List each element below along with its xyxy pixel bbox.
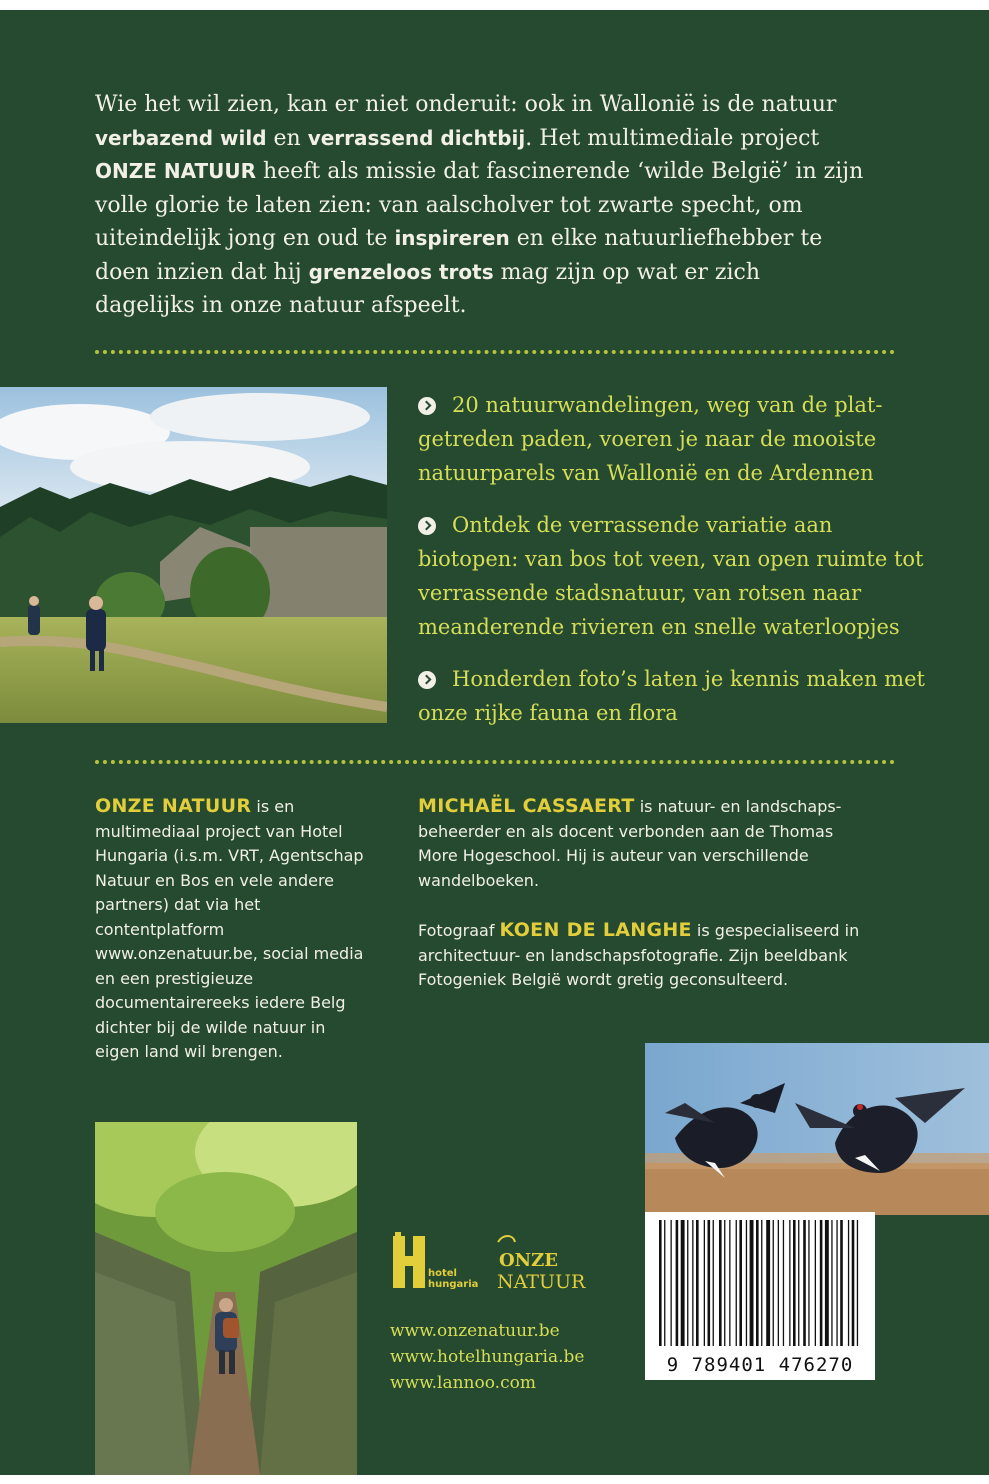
barcode-bar <box>664 1220 665 1346</box>
barcode-bar <box>825 1220 829 1346</box>
dotted-divider <box>95 760 895 764</box>
barcode-bar <box>719 1220 722 1346</box>
barcode-bar <box>761 1220 762 1346</box>
barcode-bar <box>815 1220 816 1346</box>
intro-text: mag zijn op wat er zich dagelijks in onze natuur afspeelt. <box>95 259 761 318</box>
website-links <box>390 1318 584 1396</box>
barcode-bar <box>729 1220 730 1346</box>
author-name: MICHAËL CASSAERT <box>418 795 635 817</box>
barcode-bar <box>820 1220 823 1346</box>
barcode-bar <box>848 1220 849 1346</box>
barcode-bar <box>840 1220 843 1346</box>
black-grouse-photo <box>645 1043 989 1215</box>
barcode-bar <box>696 1220 699 1346</box>
barcode-bar <box>808 1220 809 1346</box>
intro-text: Wie het wil zien, kan er niet onderuit: ook in Wallonië is de natuur <box>95 92 837 117</box>
barcode-bar <box>681 1220 685 1346</box>
feature-item <box>418 508 938 644</box>
about-author <box>418 794 858 893</box>
photographer-name: KOEN DE LANGHE <box>499 919 692 941</box>
barcode-bar <box>773 1220 774 1346</box>
barcode-bar <box>746 1220 747 1346</box>
barcode-bar <box>736 1220 737 1346</box>
hikers-meadow-photo <box>0 387 387 723</box>
intro-bold-inspire: inspireren <box>394 226 510 250</box>
barcode-bar <box>789 1220 790 1346</box>
barcode-bar <box>783 1220 784 1346</box>
barcode-bar <box>676 1220 679 1346</box>
isbn-barcode <box>645 1212 875 1380</box>
arrow-circle-icon <box>418 517 436 535</box>
feature-item <box>418 388 938 490</box>
barcode-bar <box>713 1220 714 1346</box>
intro-paragraph <box>95 88 865 323</box>
feature-item <box>418 662 938 730</box>
feature-list <box>418 388 938 748</box>
onze-logo-text: ONZE <box>499 1250 558 1271</box>
arrow-circle-icon <box>418 397 436 415</box>
project-description: is en multimediaal project van Hotel Hungaria (i.s.m. VRT, Agentschap Natuur en Bos en vele andere partners) dat via het contentplatform www.onzenatuur.be, social media en een prestigieuze documentairereeks iedere Belg dichter bij de wilde natuur in eigen land wil brengen. <box>95 797 364 1061</box>
photographer-prefix: Fotograaf <box>418 921 500 940</box>
hungaria-text: hungaria <box>428 1279 479 1290</box>
feature-text: Ontdek de verrassende variatie aan biotopen: van bos tot veen, van open ruimte tot verrassende stadsnatuur, van rotsen naar meanderende rivieren en snelle waterloopjes <box>418 513 924 639</box>
publisher-logos <box>393 1230 613 1300</box>
arrow-circle-icon <box>418 671 436 689</box>
barcode-bar <box>803 1220 806 1346</box>
back-cover <box>0 10 989 1475</box>
feature-text: 20 natuurwandelingen, weg van de plat-getreden paden, voeren je naar de mooiste natuurparels van Wallonië en de Ardennen <box>418 393 883 485</box>
barcode-bar <box>756 1220 759 1346</box>
barcode-bar <box>671 1220 672 1346</box>
intro-text: . Het multimediale project <box>525 125 820 151</box>
barcode-bar <box>724 1220 725 1346</box>
about-project <box>95 794 365 1065</box>
barcode-bar <box>852 1220 855 1346</box>
forest-path-photo <box>95 1122 357 1475</box>
barcode-bar <box>704 1220 705 1346</box>
barcode-bar <box>692 1220 693 1346</box>
about-photographer <box>418 918 873 993</box>
intro-bold-wild: verbazend wild <box>95 125 267 150</box>
barcode-bar <box>793 1220 796 1346</box>
link-lannoo[interactable]: www.lannoo.com <box>390 1373 536 1393</box>
intro-text: en <box>266 125 308 151</box>
intro-text: heeft als missie dat fascinerende ‘wilde België’ in zijn volle glorie te laten zien: van aalscholver tot zwarte specht, om uiteindelijk jong en oud te <box>95 159 864 251</box>
barcode-bar <box>750 1220 754 1346</box>
barcode-bar <box>798 1220 799 1346</box>
hotel-hungaria-logo <box>393 1230 613 1300</box>
isbn-number: 9 789401 476270 <box>666 1354 854 1376</box>
barcode-bar <box>836 1220 837 1346</box>
barcode-bars <box>645 1212 875 1354</box>
link-hotelhungaria[interactable]: www.hotelhungaria.be <box>390 1347 585 1367</box>
intro-bold-project: ONZE NATUUR <box>95 159 257 183</box>
intro-bold-near: verrassend dichtbij <box>307 125 526 150</box>
barcode-bar <box>831 1220 832 1346</box>
intro-text: en elke natuurliefhebber te doen inzien dat hij <box>95 226 823 285</box>
barcode-bar <box>659 1220 662 1346</box>
barcode-bar <box>778 1220 779 1346</box>
barcode-bar <box>857 1220 858 1346</box>
barcode-bar <box>739 1220 742 1346</box>
barcode-bar <box>708 1220 711 1346</box>
project-name: ONZE NATUUR <box>95 795 252 817</box>
leaf-icon <box>498 1236 515 1242</box>
hotel-text: hotel <box>428 1268 457 1279</box>
barcode-bar <box>766 1220 770 1346</box>
link-onzenatuur[interactable]: www.onzenatuur.be <box>390 1321 560 1341</box>
feature-text: Honderden foto’s laten je kennis maken met onze rijke fauna en flora <box>418 667 925 725</box>
natuur-logo-text: NATUUR <box>497 1271 586 1293</box>
photographer-description: is gespecialiseerd in architectuur- en landschapsfotografie. Zijn beeldbank Fotogeniek België wordt gretig geconsulteerd. <box>418 921 860 989</box>
barcode-bar <box>687 1220 688 1346</box>
intro-bold-proud: grenzeloos trots <box>308 259 494 284</box>
dotted-divider <box>95 350 895 354</box>
author-description: is natuur- en landschaps-beheerder en als docent verbonden aan de Thomas More Hogeschool. Hij is auteur van verschillende wandelboeken. <box>418 797 842 890</box>
